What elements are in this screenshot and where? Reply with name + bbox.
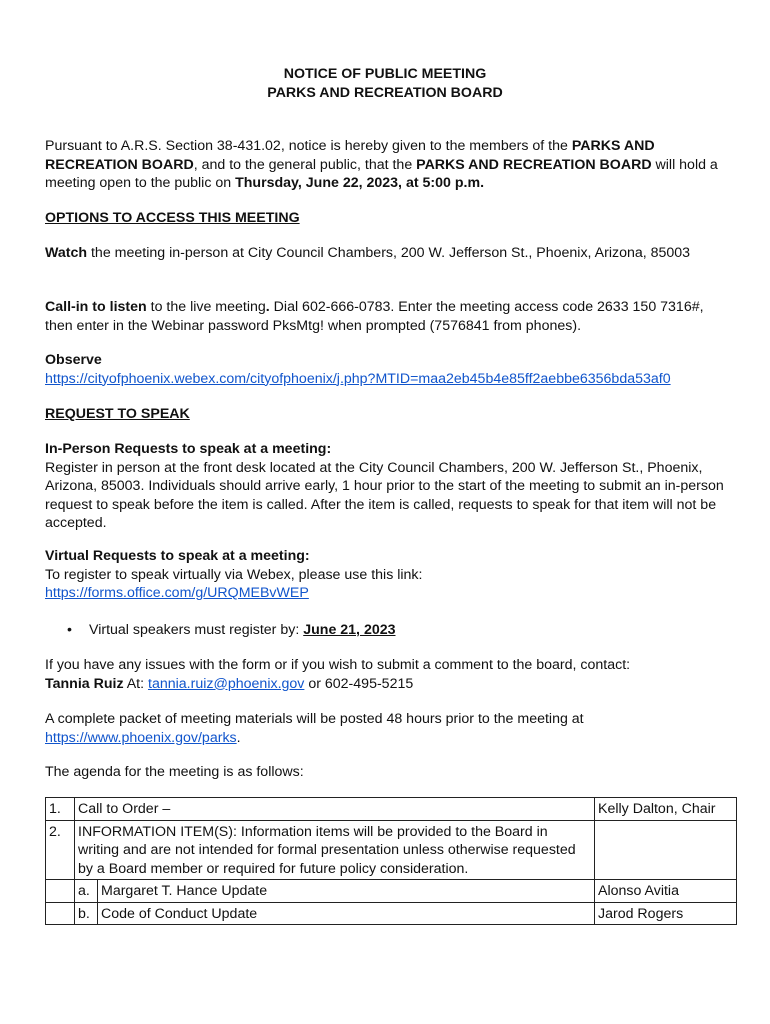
- board-title: PARKS AND RECREATION BOARD: [267, 85, 503, 101]
- agenda-number: 2.: [46, 820, 75, 880]
- agenda-presenter: Kelly Dalton, Chair: [595, 798, 737, 821]
- callin-paragraph: Call-in to listen to the live meeting. Dial 602-666-0783. Enter the meeting access code 2633 150 7316#, then enter in the Webinar password PksMtg! when prompted (7576841 from phones).: [45, 299, 704, 334]
- options-heading: OPTIONS TO ACCESS THIS MEETING: [45, 210, 300, 226]
- agenda-item: INFORMATION ITEM(S): Information items will be provided to the Board in writing and are not intended for formal presentation unless otherwise requested by a Board member or required for future policy consideration.: [75, 820, 595, 880]
- watch-label: Watch: [45, 245, 88, 261]
- agenda-presenter: [595, 820, 737, 880]
- agenda-subletter: b.: [75, 902, 98, 925]
- observe-label: Observe: [45, 352, 102, 368]
- contact-email-link[interactable]: tannia.ruiz@phoenix.gov: [148, 675, 305, 692]
- callin-label: Call-in to listen: [45, 299, 147, 315]
- webex-link[interactable]: https://cityofphoenix.webex.com/cityofphoenix/j.php?MTID=maa2eb45b4e85ff2aebbe6356bda53af0: [45, 370, 671, 387]
- deadline-bullet: • Virtual speakers must register by: June 21, 2023: [67, 622, 396, 638]
- watch-paragraph: Watch the meeting in-person at City Council Chambers, 200 W. Jefferson St., Phoenix, Arizona, 85003: [45, 245, 691, 261]
- agenda-intro: The agenda for the meeting is as follows:: [45, 764, 304, 780]
- agenda-presenter: Jarod Rogers: [595, 902, 737, 925]
- deadline-date: June 21, 2023: [303, 622, 396, 638]
- bullet-icon: •: [67, 622, 72, 638]
- request-heading: REQUEST TO SPEAK: [45, 406, 190, 422]
- table-row: [46, 820, 737, 880]
- virtual-heading: Virtual Requests to speak at a meeting:: [45, 548, 310, 564]
- agenda-presenter: Alonso Avitia: [595, 880, 737, 903]
- in-person-section: [45, 440, 735, 533]
- parks-link[interactable]: https://www.phoenix.gov/parks: [45, 729, 237, 746]
- notice-title: NOTICE OF PUBLIC MEETING: [283, 66, 487, 82]
- contact-name: Tannia Ruiz: [45, 675, 124, 692]
- forms-link[interactable]: https://forms.office.com/g/URQMEBvWEP: [45, 585, 309, 601]
- packet-paragraph: A complete packet of meeting materials will be posted 48 hours prior to the meeting at https://www.phoenix.gov/parks.: [45, 711, 584, 746]
- contact-paragraph: If you have any issues with the form or if you wish to submit a comment to the board, contact: Tannia Ruiz At: tannia.ruiz@phoenix.gov or 602-495-5215: [45, 657, 631, 692]
- agenda-table: [45, 797, 737, 925]
- agenda-subletter: a.: [75, 880, 98, 903]
- in-person-heading: In-Person Requests to speak at a meeting:: [45, 441, 332, 457]
- in-person-text: Register in person at the front desk located at the City Council Chambers, 200 W. Jefferson St., Phoenix, Arizona, 85003. Individuals should arrive early, 1 hour prior to the start of the meeting to submit an in-person request to speak before the item is called. After the item is called, requests to speak for that item will not be accepted.: [45, 459, 724, 531]
- intro-paragraph: Pursuant to A.R.S. Section 38-431.02, notice is hereby given to the members of the PARKS AND RECREATION BOARD, and to the general public, that the PARKS AND RECREATION BOARD will hold a meeting open to the public on Thursday, June 22, 2023, at 5:00 p.m.: [45, 138, 718, 191]
- table-row: [46, 902, 737, 925]
- table-row: [46, 798, 737, 821]
- agenda-number: 1.: [46, 798, 75, 821]
- virtual-text: To register to speak virtually via Webex, please use this link:: [45, 566, 423, 583]
- agenda-item: Margaret T. Hance Update: [98, 880, 595, 903]
- agenda-item: Call to Order –: [75, 798, 595, 821]
- agenda-item: Code of Conduct Update: [98, 902, 595, 925]
- virtual-section: [45, 547, 735, 603]
- table-row: [46, 880, 737, 903]
- observe-section: [45, 351, 735, 388]
